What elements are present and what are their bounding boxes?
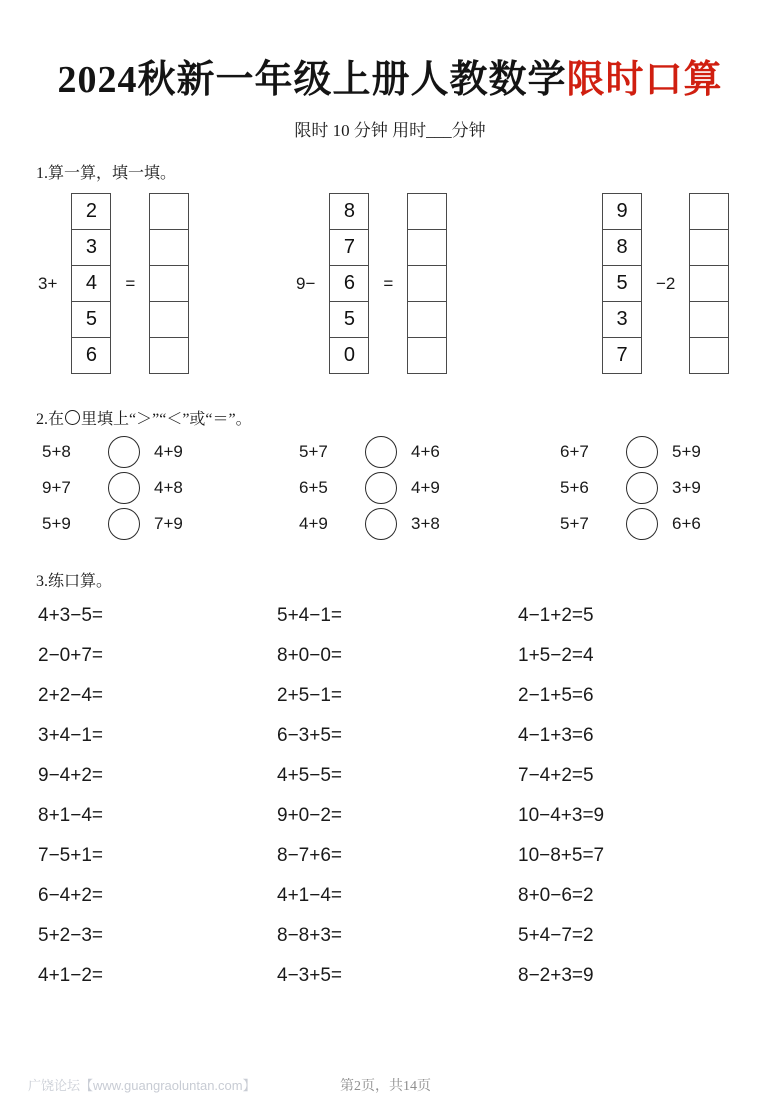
section-2-heading (36, 406, 252, 429)
operand-cell: 3 (71, 229, 111, 266)
operand-cell: 6 (71, 337, 111, 374)
fill-group-2-operand-column (329, 193, 369, 374)
compare-right-expression: 4+6 (411, 442, 440, 461)
answer-cell[interactable] (689, 193, 729, 230)
practice-item[interactable]: 9+0−2= (277, 805, 342, 826)
compare-left-expression: 5+6 (560, 478, 589, 497)
fill-group-1-answer-column (149, 193, 189, 374)
comparison-circle[interactable] (626, 436, 658, 468)
practice-item[interactable]: 8−7+6= (277, 845, 342, 866)
operand-cell: 5 (329, 301, 369, 338)
section-2-heading-suffix: 里填上“＞”“＜”或“＝”。 (81, 411, 252, 428)
answer-cell[interactable] (407, 265, 447, 302)
compare-right-expression: 5+9 (672, 442, 701, 461)
comparison-circle[interactable] (365, 472, 397, 504)
page-indicator: 第2页，共14页 (340, 1079, 431, 1094)
compare-row (560, 506, 724, 542)
section-1-body (0, 186, 780, 386)
answer-cell[interactable] (407, 193, 447, 230)
practice-item[interactable]: 2−1+5=6 (518, 685, 594, 706)
practice-item[interactable]: 4−3+5= (277, 965, 342, 986)
comparison-circle[interactable] (626, 472, 658, 504)
practice-item[interactable]: 2+2−4= (38, 685, 103, 706)
page-title-main: 2024秋新一年级上册人教数学 (57, 59, 567, 101)
practice-item[interactable]: 4+5−5= (277, 765, 342, 786)
section-2-body (0, 434, 780, 554)
practice-item[interactable]: 5+4−7=2 (518, 925, 594, 946)
answer-cell[interactable] (689, 229, 729, 266)
compare-row (299, 434, 463, 470)
practice-item[interactable]: 10−4+3=9 (518, 805, 605, 826)
practice-item[interactable]: 8+0−6=2 (518, 885, 594, 906)
practice-item[interactable]: 9−4+2= (38, 765, 103, 786)
answer-cell[interactable] (149, 229, 189, 266)
fill-group-1-operand-column (71, 193, 111, 374)
operand-cell: 4 (71, 265, 111, 302)
practice-item[interactable]: 8+0−0= (277, 645, 342, 666)
operand-cell: 6 (329, 265, 369, 302)
compare-row (42, 434, 206, 470)
practice-item[interactable]: 8−8+3= (277, 925, 342, 946)
operand-cell: 0 (329, 337, 369, 374)
practice-item[interactable]: 10−8+5=7 (518, 845, 605, 866)
compare-row (560, 470, 724, 506)
practice-item[interactable]: 6−3+5= (277, 725, 342, 746)
page-title (0, 48, 780, 103)
section-1-heading: 1.算一算，填一填。 (36, 165, 177, 182)
fill-group-1 (38, 186, 189, 381)
fill-group-3 (602, 186, 729, 381)
compare-row (42, 506, 206, 542)
compare-row (560, 434, 724, 470)
compare-right-expression: 6+6 (672, 514, 701, 533)
operand-cell: 9 (602, 193, 642, 230)
comparison-circle[interactable] (108, 472, 140, 504)
operand-cell: 5 (71, 301, 111, 338)
comparison-circle[interactable] (108, 508, 140, 540)
practice-item[interactable]: 3+4−1= (38, 725, 103, 746)
answer-cell[interactable] (689, 265, 729, 302)
compare-row (299, 470, 463, 506)
operand-cell: 8 (602, 229, 642, 266)
practice-item[interactable]: 7−5+1= (38, 845, 103, 866)
fill-group-1-operator: 3+ (38, 273, 58, 293)
answer-cell[interactable] (407, 337, 447, 374)
answer-cell[interactable] (689, 337, 729, 374)
compare-right-expression: 4+9 (154, 442, 183, 461)
practice-item[interactable]: 8+1−4= (38, 805, 103, 826)
site-watermark: 广饶论坛【www.guangraoluntan.com】 (28, 1078, 256, 1093)
section-3-heading: 3.练口算。 (36, 573, 113, 590)
compare-left-expression: 6+7 (560, 442, 589, 461)
operand-cell: 3 (602, 301, 642, 338)
practice-item[interactable]: 4−1+2=5 (518, 605, 594, 626)
practice-item[interactable]: 1+5−2=4 (518, 645, 594, 666)
compare-column-1 (42, 434, 206, 542)
compare-column-2 (299, 434, 463, 542)
comparison-circle[interactable] (365, 508, 397, 540)
fill-group-2-equals: = (383, 273, 394, 293)
comparison-circle[interactable] (365, 436, 397, 468)
section-3-body (0, 596, 780, 996)
comparison-circle[interactable] (626, 508, 658, 540)
time-limit-subtitle: 限时 10 分钟 用时___分钟 (294, 121, 486, 140)
compare-left-expression: 6+5 (299, 478, 328, 497)
answer-cell[interactable] (407, 301, 447, 338)
practice-item[interactable]: 8−2+3=9 (518, 965, 594, 986)
compare-left-expression: 9+7 (42, 478, 71, 497)
fill-group-2-answer-column (407, 193, 447, 374)
practice-item[interactable]: 4+1−4= (277, 885, 342, 906)
operand-cell: 2 (71, 193, 111, 230)
practice-item[interactable]: 5+2−3= (38, 925, 103, 946)
compare-left-expression: 4+9 (299, 514, 328, 533)
compare-right-expression: 3+9 (672, 478, 701, 497)
fill-group-2 (296, 186, 447, 381)
fill-group-1-equals: = (125, 273, 136, 293)
answer-cell[interactable] (407, 229, 447, 266)
comparison-circle[interactable] (108, 436, 140, 468)
practice-column-3 (518, 596, 604, 996)
practice-item[interactable]: 6−4+2= (38, 885, 103, 906)
operand-cell: 7 (602, 337, 642, 374)
practice-item[interactable]: 5+4−1= (277, 605, 342, 626)
compare-row (42, 470, 206, 506)
operand-cell: 5 (602, 265, 642, 302)
compare-left-expression: 5+8 (42, 442, 71, 461)
answer-cell[interactable] (149, 265, 189, 302)
practice-item[interactable]: 2−0+7= (38, 645, 103, 666)
practice-item[interactable]: 4−1+3=6 (518, 725, 594, 746)
page-title-highlight: 限时口算 (566, 59, 723, 101)
operand-cell: 8 (329, 193, 369, 230)
fill-group-2-operator: 9− (296, 273, 316, 293)
compare-right-expression: 4+8 (154, 478, 183, 497)
compare-row (299, 506, 463, 542)
answer-cell[interactable] (149, 301, 189, 338)
answer-cell[interactable] (149, 337, 189, 374)
compare-left-expression: 5+9 (42, 514, 71, 533)
compare-right-expression: 3+8 (411, 514, 440, 533)
section-2-heading-prefix: 2.在 (36, 411, 65, 428)
fill-group-3-answer-column (689, 193, 729, 374)
answer-cell[interactable] (149, 193, 189, 230)
practice-column-2 (277, 596, 342, 996)
practice-item[interactable]: 7−4+2=5 (518, 765, 594, 786)
practice-item[interactable]: 4+1−2= (38, 965, 103, 986)
practice-item[interactable]: 2+5−1= (277, 685, 342, 706)
compare-column-3 (560, 434, 724, 542)
fill-group-3-operator: −2 (656, 273, 676, 293)
compare-left-expression: 5+7 (299, 442, 328, 461)
practice-item[interactable]: 4+3−5= (38, 605, 103, 626)
practice-column-1 (38, 596, 103, 996)
compare-left-expression: 5+7 (560, 514, 589, 533)
fill-group-3-operand-column (602, 193, 642, 374)
compare-right-expression: 7+9 (154, 514, 183, 533)
answer-cell[interactable] (689, 301, 729, 338)
operand-cell: 7 (329, 229, 369, 266)
compare-right-expression: 4+9 (411, 478, 440, 497)
circle-icon (65, 410, 80, 425)
